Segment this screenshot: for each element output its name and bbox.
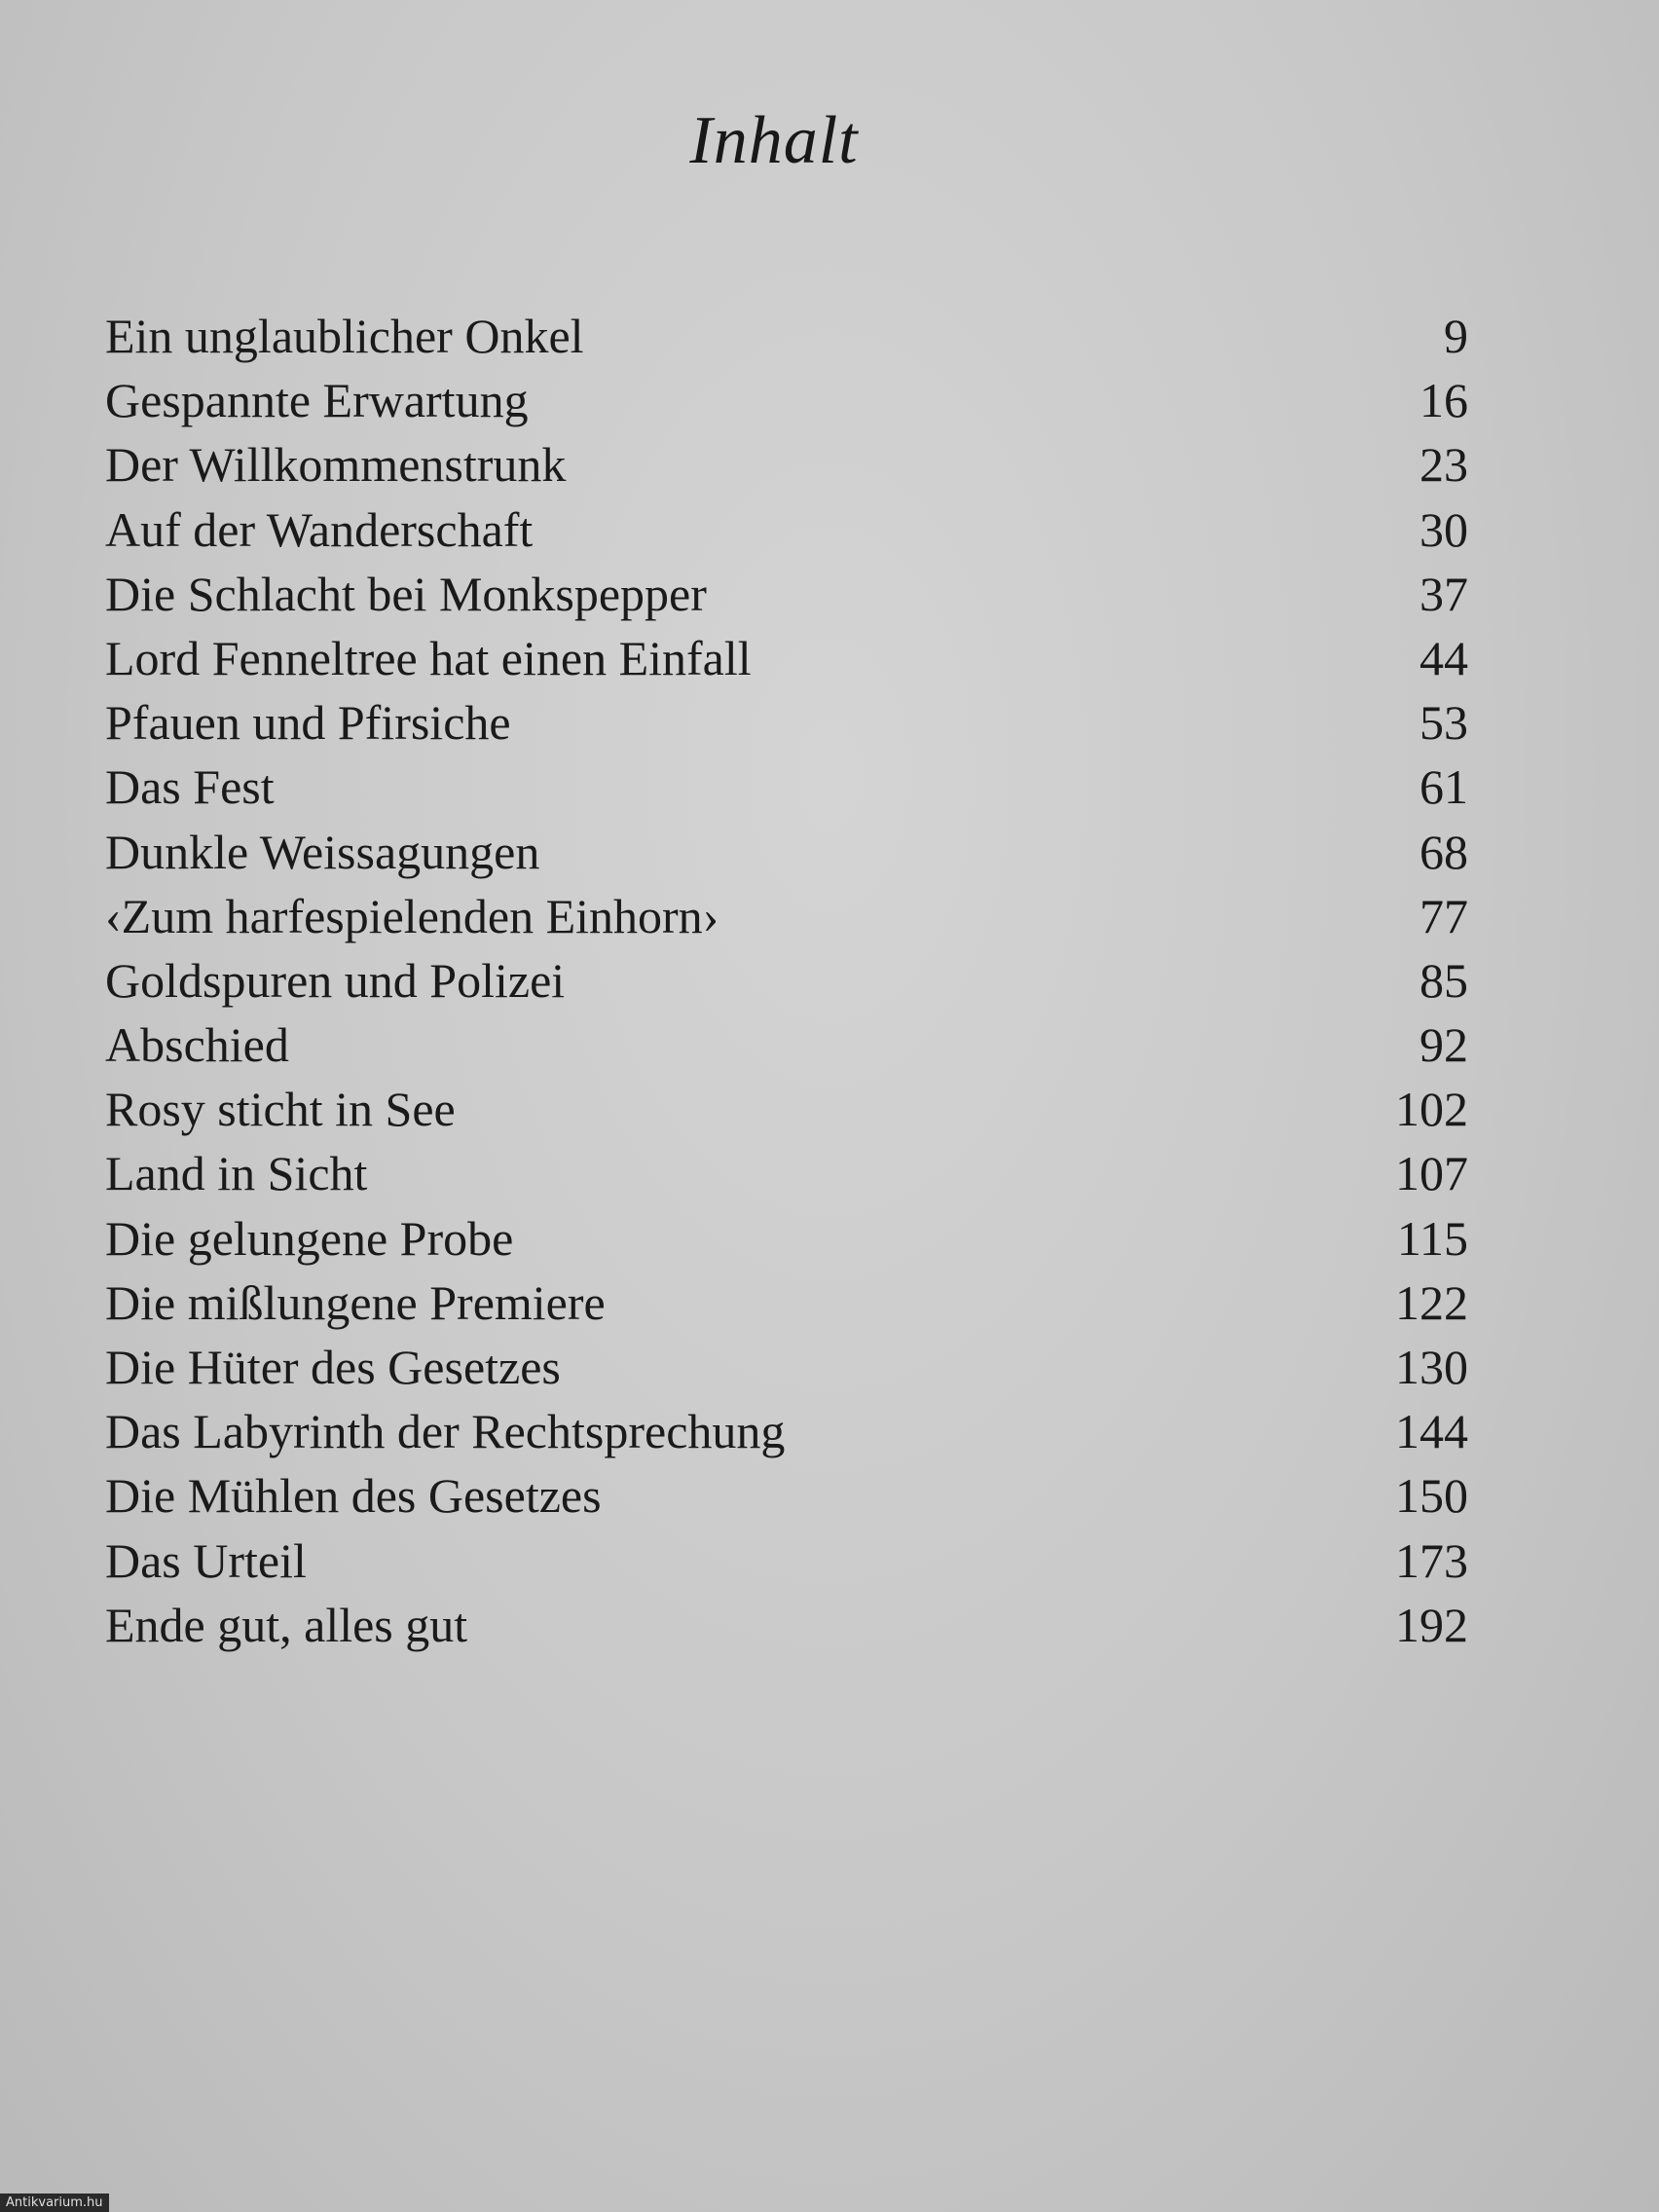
toc-entry-title: Goldspuren und Polizei — [105, 952, 566, 1008]
toc-entry-title: Die Mühlen des Gesetzes — [105, 1468, 602, 1524]
toc-entry-page: 173 — [1395, 1532, 1468, 1588]
toc-entry-title: Die mißlungene Premiere — [105, 1274, 606, 1330]
toc-entry — [105, 1399, 1468, 1463]
toc-entry — [105, 1013, 1468, 1077]
toc-entry-title: Lord Fenneltree hat einen Einfall — [105, 630, 752, 685]
toc-entry-page: 107 — [1395, 1146, 1468, 1201]
toc-entry — [105, 368, 1468, 432]
toc-entry-title: Ein unglaublicher Onkel — [105, 309, 584, 363]
toc-entry-title: Gespannte Erwartung — [105, 373, 529, 428]
toc-entry — [105, 884, 1468, 948]
toc-entry-title: Die gelungene Probe — [105, 1210, 514, 1266]
toc-entry — [105, 755, 1468, 819]
toc-entry-page: 61 — [1419, 759, 1468, 815]
toc-entry-title: Rosy sticht in See — [105, 1082, 456, 1137]
toc-entry-title: ‹Zum harfespielenden Einhorn› — [105, 888, 719, 943]
toc-entry — [105, 626, 1468, 690]
toc-entry-page: 68 — [1419, 824, 1468, 879]
toc-entry — [105, 1077, 1468, 1141]
toc-entry-title: Dunkle Weissagungen — [105, 824, 540, 879]
toc-entry-title: Pfauen und Pfirsiche — [105, 695, 511, 751]
toc-entry-page: 102 — [1395, 1082, 1468, 1137]
toc-entry-page: 9 — [1444, 309, 1468, 363]
toc-entry-page: 144 — [1395, 1404, 1468, 1459]
toc-entry-title: Das Urteil — [105, 1532, 307, 1588]
toc-entry-page: 130 — [1395, 1340, 1468, 1394]
toc-entry-page: 37 — [1419, 566, 1468, 621]
toc-entry-title: Das Fest — [105, 759, 275, 815]
toc-entry-page: 122 — [1395, 1274, 1468, 1330]
toc-entry — [105, 498, 1468, 562]
toc-entry — [105, 948, 1468, 1013]
page-title: Inhalt — [689, 103, 859, 178]
toc-entry-title: Das Labyrinth der Rechtsprechung — [105, 1404, 786, 1459]
toc-entry-page: 30 — [1419, 501, 1468, 557]
toc-entry-page: 150 — [1395, 1468, 1468, 1524]
toc-entry — [105, 1206, 1468, 1271]
toc-entry-page: 115 — [1396, 1210, 1468, 1266]
toc-entry-page: 92 — [1419, 1017, 1468, 1073]
toc-entry-page: 16 — [1419, 373, 1468, 428]
toc-entry — [105, 304, 1468, 368]
toc-entry-title: Land in Sicht — [105, 1146, 368, 1201]
toc-entry-page: 192 — [1395, 1597, 1468, 1652]
watermark: Antikvarium.hu — [0, 2194, 109, 2212]
toc-entry-title: Der Willkommenstrunk — [105, 437, 567, 493]
toc-entry-page: 77 — [1419, 888, 1468, 943]
toc-entry-page: 85 — [1419, 952, 1468, 1008]
toc-entry-page: 44 — [1419, 630, 1468, 685]
toc-entry — [105, 1271, 1468, 1335]
table-of-contents — [105, 304, 1468, 1657]
toc-entry — [105, 1529, 1468, 1593]
toc-entry — [105, 1463, 1468, 1528]
toc-entry-page: 53 — [1419, 695, 1468, 751]
toc-entry-title: Die Hüter des Gesetzes — [105, 1340, 561, 1394]
toc-entry — [105, 1335, 1468, 1399]
toc-entry — [105, 432, 1468, 497]
toc-entry-page: 23 — [1419, 437, 1468, 493]
toc-entry — [105, 1141, 1468, 1205]
toc-entry — [105, 820, 1468, 884]
toc-entry-title: Die Schlacht bei Monkspepper — [105, 566, 707, 621]
toc-entry — [105, 562, 1468, 626]
toc-entry-title: Abschied — [105, 1017, 289, 1073]
toc-entry-title: Ende gut, alles gut — [105, 1597, 468, 1652]
toc-entry — [105, 1593, 1468, 1657]
toc-entry — [105, 690, 1468, 755]
toc-entry-title: Auf der Wanderschaft — [105, 501, 534, 557]
